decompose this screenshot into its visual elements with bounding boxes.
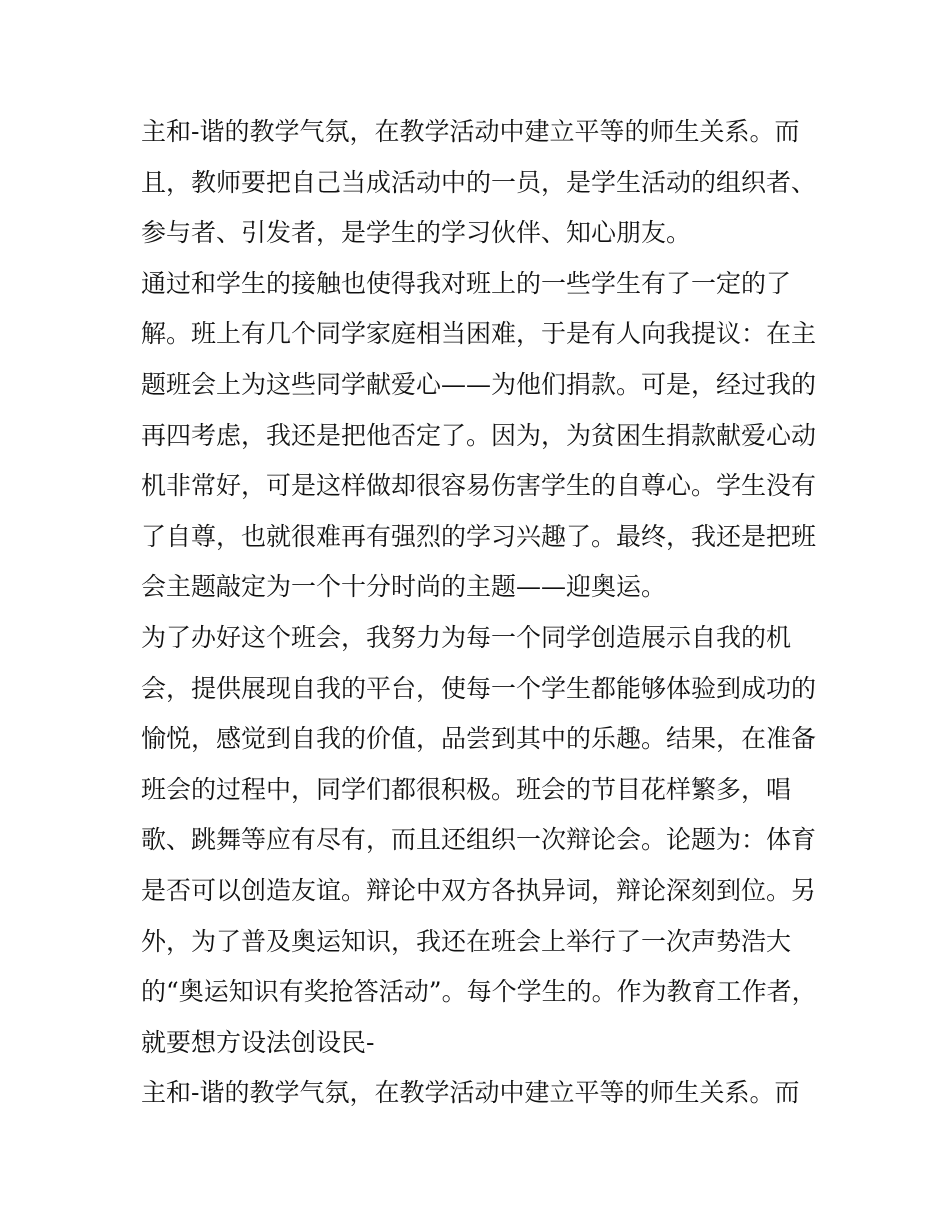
text-line: 题班会上为这些同学献爱心——为他们捐款。可是，经过我的 — [141, 369, 817, 399]
text-line: 再四考虑，我还是把他否定了。因为，为贫困生捐款献爱心动 — [141, 420, 817, 450]
text-line: 是否可以创造友谊。辩论中双方各执异词，辩论深刻到位。另 — [141, 875, 817, 905]
text-line: 参与者、引发者，是学生的学习伙伴、知心朋友。 — [141, 218, 692, 248]
text-line: 会主题敲定为一个十分时尚的主题——迎奥运。 — [141, 572, 667, 602]
document-body — [141, 107, 821, 1119]
text-line: 就要想方设法创设民- — [141, 1027, 375, 1057]
text-line: 会，提供展现自我的平台，使每一个学生都能够体验到成功的 — [141, 673, 817, 703]
text-line: 主和-谐的教学气氛，在教学活动中建立平等的师生关系。而 — [141, 1078, 800, 1108]
text-line: 主和-谐的教学气氛，在教学活动中建立平等的师生关系。而 — [141, 117, 800, 146]
text-line: 且，教师要把自己当成活动中的一员，是学生活动的组织者、 — [141, 167, 817, 197]
text-line: 通过和学生的接触也使得我对班上的一些学生有了一定的了 — [141, 268, 792, 298]
text-line: 机非常好，可是这样做却很容易伤害学生的自尊心。学生没有 — [141, 471, 817, 501]
text-line: 愉悦，感觉到自我的价值，品尝到其中的乐趣。结果，在准备 — [141, 724, 817, 754]
text-line: 了自尊，也就很难再有强烈的学习兴趣了。最终，我还是把班 — [141, 521, 817, 551]
text-line: 的“奥运知识有奖抢答活动”。每个学生的。作为教育工作者， — [141, 977, 817, 1007]
text-line: 歌、跳舞等应有尽有，而且还组织一次辩论会。论题为：体育 — [141, 825, 817, 855]
text-line: 班会的过程中，同学们都很积极。班会的节目花样繁多，唱 — [141, 774, 792, 804]
text-line: 为了办好这个班会，我努力为每一个同学创造展示自我的机 — [141, 622, 792, 652]
text-line: 解。班上有几个同学家庭相当困难，于是有人向我提议：在主 — [141, 319, 817, 349]
text-line: 外，为了普及奥运知识，我还在班会上举行了一次声势浩大 — [141, 926, 792, 956]
